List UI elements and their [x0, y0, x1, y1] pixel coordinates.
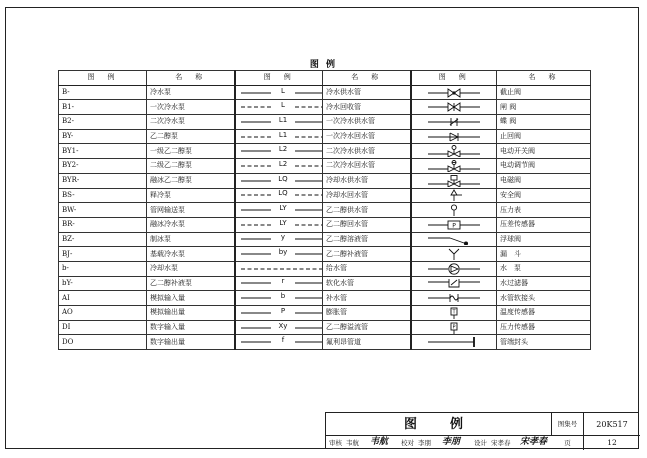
fitting-name: 蝶 阀 [497, 115, 591, 130]
pipe-line-symbol [235, 203, 323, 218]
pipe-name: 乙二醇溢流管 [323, 320, 411, 335]
table-row [59, 159, 591, 174]
equipment-name: 制冰泵 [147, 232, 235, 247]
table-row [59, 188, 591, 203]
svg-text:P: P [451, 222, 456, 230]
pipe-line-symbol [235, 247, 323, 262]
equipment-code: DI [59, 320, 147, 335]
atlas-number: 20K517 [584, 413, 640, 436]
equipment-name: 管网输送泵 [147, 203, 235, 218]
solenoid-valve-icon [411, 173, 497, 188]
electric-switch-valve-icon [411, 144, 497, 159]
pipe-code-label: L [280, 86, 285, 95]
fitting-name: 水 泵 [497, 261, 591, 276]
svg-text:P: P [452, 324, 456, 331]
fitting-name: 水管软接头 [497, 291, 591, 306]
pressure-gauge-icon [411, 203, 497, 218]
equipment-code: DO [59, 335, 147, 350]
table-row [59, 306, 591, 321]
fitting-name: 止回阀 [497, 129, 591, 144]
equipment-name: 基载冷水泵 [147, 247, 235, 262]
legend-table [58, 70, 591, 350]
legend-header-row [59, 71, 591, 86]
equipment-name: 冷水泵 [147, 85, 235, 100]
fitting-name: 压差传感器 [497, 217, 591, 232]
equipment-name: 冷却水泵 [147, 261, 235, 276]
pipe-line-symbol [235, 320, 323, 335]
table-row [59, 173, 591, 188]
page-title: 图 例 [309, 60, 338, 70]
pipe-line-symbol [235, 188, 323, 203]
pipe-code-label: L1 [278, 115, 287, 124]
table-row [59, 100, 591, 115]
checker-name: 李朋 [418, 439, 431, 447]
page-number: 12 [607, 438, 617, 447]
header-name-1: 名 称 [147, 71, 235, 86]
stop-valve-icon [411, 85, 497, 100]
pipe-line-symbol [235, 276, 323, 291]
reviewer-signature: 韦航 [370, 437, 389, 447]
pipe-line-symbol [235, 159, 323, 174]
review-label: 审核 [329, 439, 342, 447]
table-row [59, 129, 591, 144]
water-pump-icon [411, 261, 497, 276]
pipe-name: 冷却水回水管 [323, 188, 411, 203]
pipe-code-label: L2 [278, 145, 287, 154]
pipe-line-symbol [235, 232, 323, 247]
checker-signature: 李朋 [442, 437, 461, 447]
fitting-name: 电动开关阀 [497, 144, 591, 159]
equipment-code: BZ- [59, 232, 147, 247]
funnel-icon [411, 247, 497, 262]
pipe-name: 乙二醇补液管 [323, 247, 411, 262]
pipe-code-label: L [280, 101, 285, 110]
pipe-name: 氟利昂管道 [323, 335, 411, 350]
pipe-name: 冷却水供水管 [323, 173, 411, 188]
table-row [59, 276, 591, 291]
equipment-name: 模拟输出量 [147, 306, 235, 321]
equipment-code: BYR- [59, 173, 147, 188]
equipment-code: BY2- [59, 159, 147, 174]
table-row [59, 144, 591, 159]
pipe-line-symbol [235, 85, 323, 100]
pipe-line-symbol [235, 306, 323, 321]
header-symbol-3: 图 例 [411, 71, 497, 86]
check-label: 校对 [401, 439, 414, 447]
equipment-code: BY- [59, 129, 147, 144]
equipment-code: B- [59, 85, 147, 100]
equipment-name: 数字输出量 [147, 335, 235, 350]
temperature-sensor-icon [411, 306, 497, 321]
pressure-sensor-icon [411, 320, 497, 335]
pipe-code-label: y [280, 233, 285, 242]
fitting-name: 电磁阀 [497, 173, 591, 188]
differential-pressure-sensor-icon [411, 217, 497, 232]
equipment-name: 释冷泵 [147, 188, 235, 203]
equipment-code: AI [59, 291, 147, 306]
table-row [59, 247, 591, 262]
fitting-name: 浮球阀 [497, 232, 591, 247]
header-symbol-2: 图 例 [235, 71, 323, 86]
pipe-code-label: LY [278, 204, 287, 213]
pipe-name: 乙二醇回水管 [323, 217, 411, 232]
title-block [325, 412, 639, 449]
gate-valve-icon [411, 100, 497, 115]
pipe-name: 冷水供水管 [323, 85, 411, 100]
equipment-code: b- [59, 261, 147, 276]
butterfly-valve-icon [411, 115, 497, 130]
equipment-code: bY- [59, 276, 147, 291]
design-label: 设计 [474, 439, 487, 447]
header-symbol-1: 图 例 [59, 71, 147, 86]
pipe-line-symbol [235, 291, 323, 306]
equipment-code: BY1- [59, 144, 147, 159]
pipe-name: 乙二醇供水管 [323, 203, 411, 218]
pipe-name: 一次冷水回水管 [323, 129, 411, 144]
header-name-3: 名 称 [497, 71, 591, 86]
pipe-code-label: LY [278, 218, 287, 227]
fitting-name: 管端封头 [497, 335, 591, 350]
pipe-name: 膨胀管 [323, 306, 411, 321]
table-row [59, 232, 591, 247]
pipe-name: 乙二醇溶液管 [323, 232, 411, 247]
designer-name: 宋孝春 [491, 439, 511, 447]
pipe-code-label: LQ [277, 189, 288, 198]
pipe-line-symbol [235, 217, 323, 232]
pipe-code-label: f [281, 336, 284, 345]
equipment-code: AO [59, 306, 147, 321]
equipment-name: 数字输入量 [147, 320, 235, 335]
pipe-line-symbol [235, 100, 323, 115]
pipe-line-symbol [235, 144, 323, 159]
water-filter-icon [411, 276, 497, 291]
fitting-name: 电动调节阀 [497, 159, 591, 174]
equipment-name: 乙二醇补液泵 [147, 276, 235, 291]
svg-text:T: T [452, 309, 456, 316]
equipment-name: 一级乙二醇泵 [147, 144, 235, 159]
equipment-name: 融冰乙二醇泵 [147, 173, 235, 188]
equipment-code: B1- [59, 100, 147, 115]
equipment-code: BR- [59, 217, 147, 232]
table-row [59, 85, 591, 100]
pipe-line-symbol [235, 115, 323, 130]
page-label: 页 [552, 436, 584, 450]
pipe-line-symbol [235, 261, 323, 276]
flexible-joint-icon [411, 291, 497, 306]
pipe-name: 一次冷水供水管 [323, 115, 411, 130]
pipe-end-cap-icon [411, 335, 497, 350]
table-row [59, 261, 591, 276]
pipe-name: 补水管 [323, 291, 411, 306]
pipe-line-symbol [235, 129, 323, 144]
float-valve-icon [411, 232, 497, 247]
equipment-name: 乙二醇泵 [147, 129, 235, 144]
pipe-line-symbol [235, 335, 323, 350]
equipment-code: B2- [59, 115, 147, 130]
equipment-name: 二次冷水泵 [147, 115, 235, 130]
pipe-code-label: by [278, 248, 287, 257]
electric-regulating-valve-icon [411, 159, 497, 174]
designer-signature: 宋孝春 [520, 437, 548, 447]
fitting-name: 截止阀 [497, 85, 591, 100]
title-block-title: 图 例 [326, 413, 552, 436]
equipment-code: BW- [59, 203, 147, 218]
table-row [59, 320, 591, 335]
fitting-name: 漏 斗 [497, 247, 591, 262]
pipe-code-label: L1 [278, 130, 287, 139]
equipment-code: BS- [59, 188, 147, 203]
atlas-label: 图集号 [552, 413, 584, 436]
reviewer-name: 韦航 [346, 439, 359, 447]
pipe-code-label: b [280, 292, 285, 301]
pipe-name: 二次冷水供水管 [323, 144, 411, 159]
equipment-code: BJ- [59, 247, 147, 262]
table-row [59, 217, 591, 232]
pipe-code-label: r [281, 277, 284, 286]
table-row [59, 335, 591, 350]
pipe-name: 二次冷水回水管 [323, 159, 411, 174]
pipe-name: 给水管 [323, 261, 411, 276]
fitting-name: 压力传感器 [497, 320, 591, 335]
equipment-name: 一次冷水泵 [147, 100, 235, 115]
pipe-code-label: P [280, 306, 285, 315]
header-name-2: 名 称 [323, 71, 411, 86]
pipe-line-symbol [235, 173, 323, 188]
check-valve-icon [411, 129, 497, 144]
equipment-name: 二级乙二醇泵 [147, 159, 235, 174]
pipe-code-label: Xy [278, 321, 287, 330]
fitting-name: 水过滤器 [497, 276, 591, 291]
table-row [59, 203, 591, 218]
fitting-name: 压力表 [497, 203, 591, 218]
table-row [59, 291, 591, 306]
pipe-code-label: L2 [278, 159, 287, 168]
equipment-name: 模拟输入量 [147, 291, 235, 306]
fitting-name: 安全阀 [497, 188, 591, 203]
fitting-name: 温度传感器 [497, 306, 591, 321]
pipe-name: 软化水管 [323, 276, 411, 291]
safety-valve-icon [411, 188, 497, 203]
pipe-code-label: LQ [277, 174, 288, 183]
pipe-name: 冷水回收管 [323, 100, 411, 115]
table-row [59, 115, 591, 130]
equipment-name: 融冰冷水泵 [147, 217, 235, 232]
fitting-name: 闸 阀 [497, 100, 591, 115]
